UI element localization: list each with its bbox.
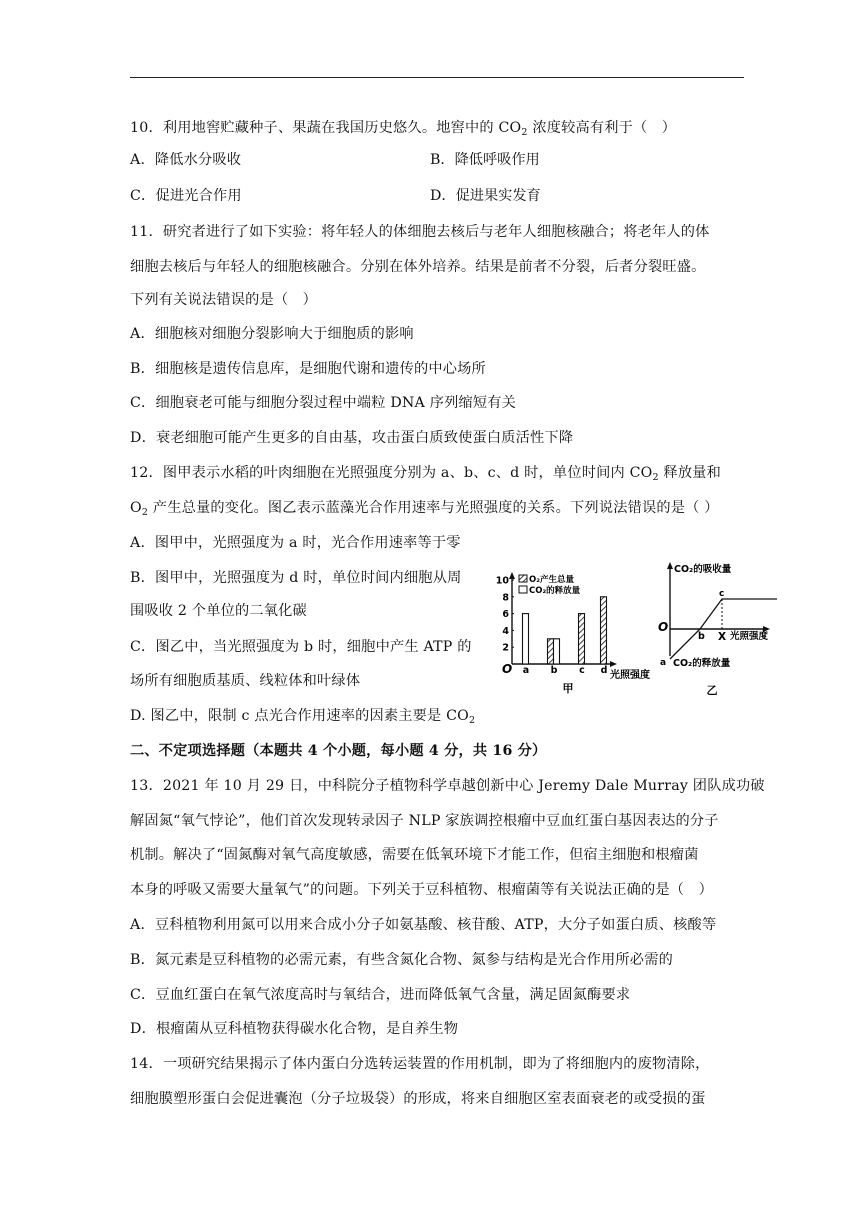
jia-y-tick-label: 10 — [495, 575, 509, 587]
q13-stem-line4: 本身的呼吸又需要大量氧气”的问题。下列关于豆科植物、根瘤菌等有关说法正确的是（ ） — [130, 882, 713, 898]
jia-category-label: a — [522, 665, 530, 676]
q10-stem: 10．利用地窖贮藏种子、果蔬在我国历史悠久。地窖中的 $CO_2$ 浓度较高有利于（ ） — [130, 120, 677, 138]
yi-origin-label: O — [658, 620, 669, 634]
q12-option-c-line1: C．图乙中，当光照强度为 b 时，细胞中产生 ATP 的 — [130, 639, 472, 655]
jia-category-label: d — [600, 665, 608, 676]
yi-y-label-top: CO₂的吸收量 — [674, 564, 732, 575]
q10-option-b: B．降低呼吸作用 — [430, 152, 540, 168]
jia-legend-swatch — [519, 586, 527, 593]
q10-option-c: C．促进光合作用 — [130, 188, 242, 204]
q12-option-b-line1: B．图甲中，光照强度为 d 时，单位时间内细胞从周 — [130, 570, 462, 586]
yi-caption: 乙 — [706, 684, 718, 697]
q13-stem-line2: 解固氮“氧气悖论”，他们首次发现转录因子 NLP 家族调控根瘤中豆血红蛋白基因表达的分子 — [130, 813, 719, 829]
jia-legend-swatch — [519, 575, 527, 582]
q13-option-c: C．豆血红蛋白在氧气浓度高时与氧结合，进而降低氧气含量，满足固氮酶要求 — [130, 987, 631, 1003]
q11-option-d: D．衰老细胞可能产生更多的自由基，攻击蛋白质致使蛋白质活性下降 — [130, 430, 574, 446]
q13-option-b: B．氮元素是豆科植物的必需元素，有些含氮化合物、氮参与结构是光合作用所必需的 — [130, 952, 673, 968]
q12-stem-line2: $O_2$ 产生总量的变化。图乙表示蓝藻光合作用速率与光照强度的关系。下列说法错误的是（ ） — [130, 500, 719, 518]
q13-stem-line3: 机制。解决了“固氮酶对氧气高度敏感，需要在低氧环境下才能工作，但宿主细胞和根瘤菌 — [130, 847, 699, 863]
yi-point-label-c: c — [719, 589, 725, 599]
q13-option-a: A．豆科植物利用氮可以用来合成小分子如氨基酸、核苷酸、ATP，大分子如蛋白质、核酸等 — [130, 917, 717, 933]
q12-option-c-line2: 场所有细胞质基质、线粒体和叶绿体 — [130, 673, 361, 689]
yi-point-label-a: a — [660, 658, 667, 668]
jia-y-tick-label: 4 — [502, 625, 509, 637]
q12-figures — [490, 552, 790, 702]
header-rule — [130, 77, 744, 78]
jia-category-label: c — [579, 665, 585, 676]
q11-option-b: B．细胞核是遗传信息库，是细胞代谢和遗传的中心场所 — [130, 361, 486, 377]
q10-option-a: A．降低水分吸收 — [130, 152, 242, 168]
q12-option-d: D. 图乙中，限制 c 点光合作用速率的因素主要是 $CO_2$ — [130, 708, 476, 726]
jia-legend-label: O₂产生总量 — [529, 575, 574, 585]
yi-point-label-b: b — [698, 631, 705, 642]
q12-stem-line1: 12．图甲表示水稻的叶肉细胞在光照强度分别为 a、b、c、d 时，单位时间内 $CO_2$ 释放量和 — [130, 465, 721, 483]
yi-y-label-bottom: CO₂的释放量 — [673, 658, 731, 669]
section-2-heading: 二、不定项选择题（本题共 4 个小题，每小题 4 分，共 16 分） — [130, 743, 547, 759]
q11-stem-line2: 细胞去核后与年轻人的细胞核融合。分别在体外培养。结果是前者不分裂，后者分裂旺盛。 — [130, 259, 706, 275]
jia-y-tick-label: 8 — [502, 592, 509, 604]
q11-stem-line3: 下列有关说法错误的是（ ） — [130, 292, 318, 308]
jia-bar-a-co2 — [523, 614, 529, 664]
jia-origin-label: O — [502, 662, 513, 676]
jia-bar-d-o2 — [601, 597, 607, 664]
q11-option-a: A．细胞核对细胞分裂影响大于细胞质的影响 — [130, 326, 414, 342]
q10-option-d: D．促进果实发育 — [430, 188, 541, 204]
q12-option-a: A．图甲中，光照强度为 a 时，光合作用速率等于零 — [130, 535, 461, 551]
jia-bar-b-o2 — [548, 639, 554, 664]
q14-stem-line2: 细胞膜塑形蛋白会促进囊泡（分子垃圾袋）的形成，将来自细胞区室表面衰老的或受损的蛋 — [130, 1091, 706, 1107]
q14-stem-line1: 14．一项研究结果揭示了体内蛋白分选转运装置的作用机制，即为了将细胞内的废物清除， — [130, 1056, 710, 1072]
jia-y-tick-label: 2 — [502, 642, 509, 654]
chart-jia — [496, 572, 650, 695]
jia-caption: 甲 — [562, 682, 574, 695]
yi-x-mark-label: X — [718, 631, 727, 643]
jia-y-arrow — [509, 572, 515, 579]
chart-yi — [658, 562, 777, 697]
q13-option-d: D．根瘤菌从豆科植物获得碳水化合物，是自养生物 — [130, 1021, 459, 1037]
jia-x-arrow — [610, 661, 617, 667]
q13-stem-line1: 13．2021 年 10 月 29 日，中科院分子植物科学卓越创新中心 Jeremy Dale Murray 团队成功破 — [130, 778, 765, 794]
jia-legend-label: CO₂的释放量 — [529, 586, 581, 596]
jia-bar-b-co2 — [554, 639, 560, 664]
q12-option-b-line2: 围吸收 2 个单位的二氧化碳 — [130, 603, 307, 619]
q11-stem-line1: 11．研究者进行了如下实验：将年轻人的体细胞去核后与老年人细胞核融合；将老年人的体 — [130, 224, 710, 240]
q11-option-c: C．细胞衰老可能与细胞分裂过程中端粒 DNA 序列缩短有关 — [130, 395, 517, 411]
yi-y-arrow — [667, 562, 673, 569]
jia-bar-c-o2 — [579, 614, 585, 664]
jia-category-label: b — [550, 665, 558, 676]
yi-x-axis-label: 光照强度 — [730, 631, 769, 642]
jia-x-axis-label: 光照强度 — [610, 670, 650, 681]
jia-y-tick-label: 6 — [502, 609, 509, 621]
